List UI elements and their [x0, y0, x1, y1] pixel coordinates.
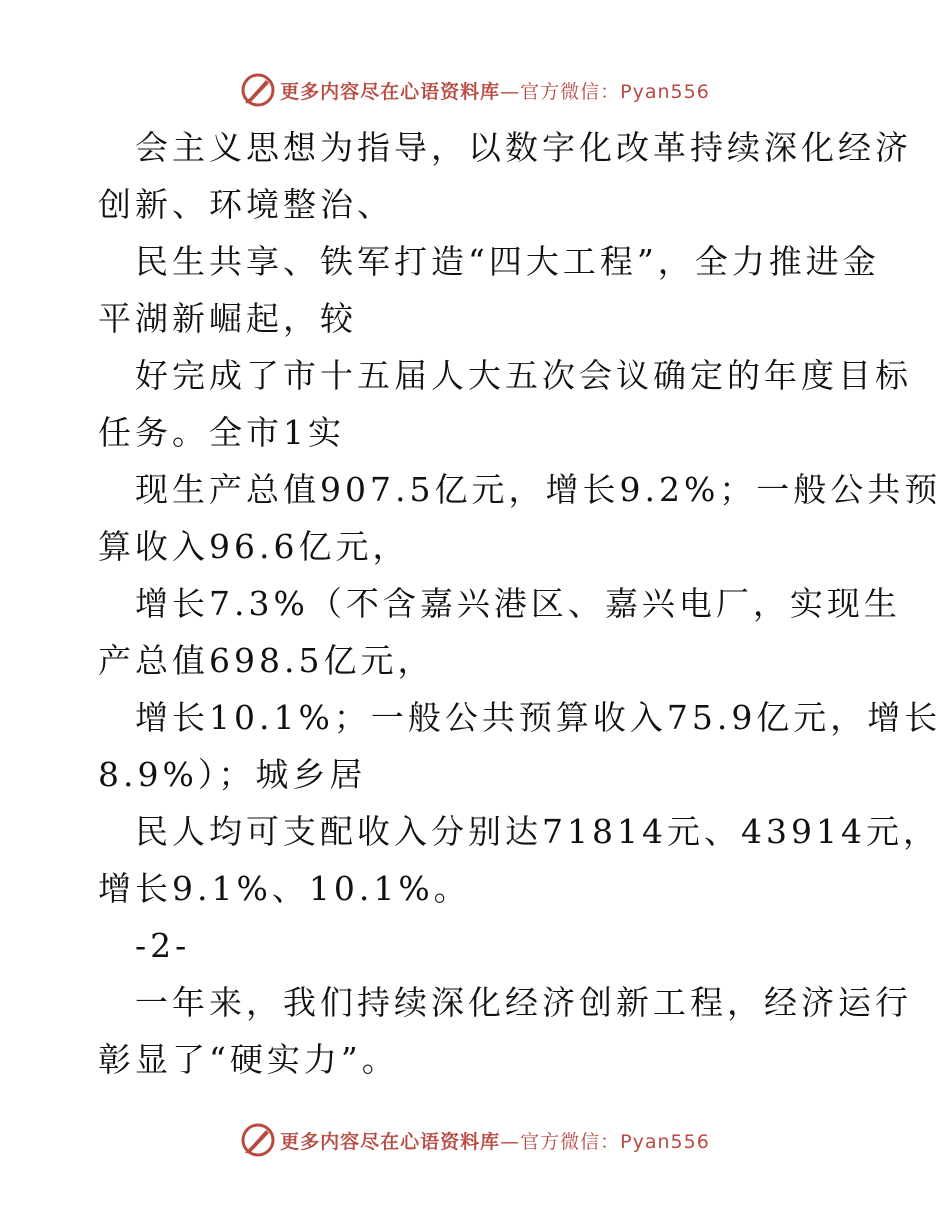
footer-watermark [0, 1120, 950, 1160]
quill-logo-icon [240, 72, 276, 108]
text-line: 民生共享、铁军打造“四大工程”，全力推进金 [135, 242, 880, 281]
quill-logo-icon [240, 1122, 276, 1158]
text-line: 增长10.1%；一般公共预算收入75.9亿元，增长 [135, 698, 942, 737]
text-line: 民人均可支配收入分别达71814元、43914元， [135, 812, 940, 851]
text-line: 平湖新崛起，较 [98, 299, 357, 338]
text-line: 任务。全市1实 [98, 413, 345, 452]
text-line: 彰显了“硬实力”。 [98, 1040, 399, 1079]
watermark-brand: 更多内容尽在心语资料库 [280, 1130, 501, 1153]
watermark-text [280, 1127, 710, 1154]
watermark-contact: 官方微信：Pyan556 [520, 80, 710, 103]
text-line: 产总值698.5亿元， [98, 641, 435, 680]
page-number: -2- [135, 926, 191, 965]
watermark-text [280, 77, 710, 104]
text-line: 现生产总值907.5亿元，增长9.2%；一般公共预 [135, 470, 942, 509]
watermark-brand: 更多内容尽在心语资料库 [280, 80, 501, 103]
watermark-contact: 官方微信：Pyan556 [520, 1130, 710, 1153]
text-line: 8.9%）；城乡居 [98, 755, 367, 794]
watermark-dash: — [500, 80, 521, 103]
text-line: 好完成了市十五届人大五次会议确定的年度目标 [135, 356, 912, 395]
text-line: 增长9.1%、10.1%。 [98, 869, 471, 908]
text-line: 一年来，我们持续深化经济创新工程，经济运行 [135, 983, 912, 1022]
text-line: 增长7.3%（不含嘉兴港区、嘉兴电厂，实现生 [135, 584, 901, 623]
header-watermark [0, 70, 950, 110]
text-line: 会主义思想为指导，以数字化改革持续深化经济 [135, 128, 912, 167]
text-line: 创新、环境整治、 [98, 185, 394, 224]
text-line: 算收入96.6亿元， [98, 527, 410, 566]
watermark-dash: — [500, 1130, 521, 1153]
